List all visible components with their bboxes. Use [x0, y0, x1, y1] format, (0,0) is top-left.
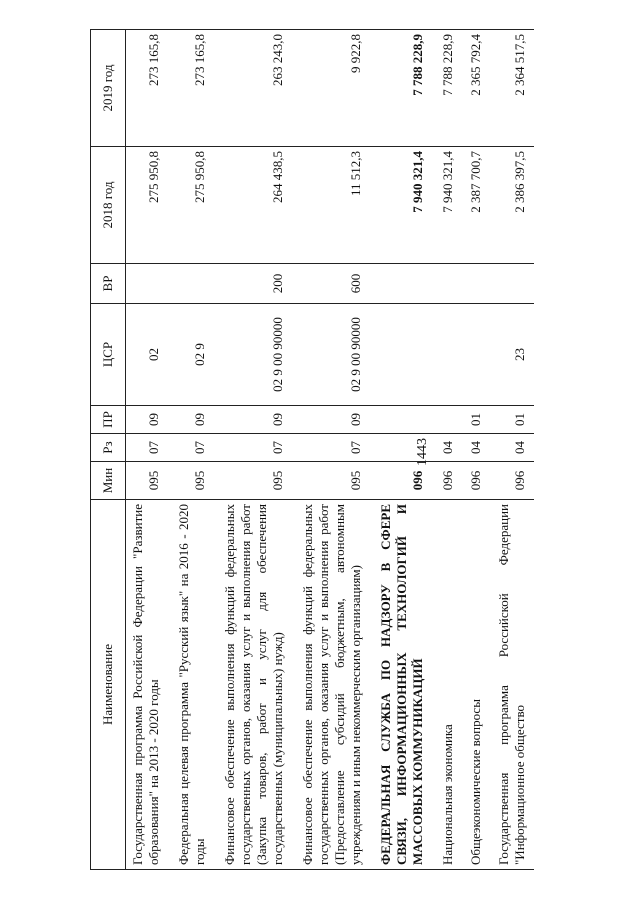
table-header-row	[91, 30, 126, 870]
cell-pr	[436, 406, 464, 434]
cell-y2018: 275 950,8	[172, 147, 218, 264]
header-2019: 2019 год	[91, 30, 126, 147]
table-row	[374, 30, 436, 870]
cell-rz: 04	[436, 434, 464, 462]
table-row	[218, 30, 296, 870]
cell-pr: 09	[172, 406, 218, 434]
cell-csr	[464, 304, 492, 406]
cell-y2018: 7 940 321,4	[436, 147, 464, 264]
cell-y2019: 273 165,8	[126, 30, 173, 147]
table-row	[492, 30, 534, 870]
cell-vr	[374, 264, 436, 304]
cell-csr	[436, 304, 464, 406]
cell-name: Национальная экономика	[436, 500, 464, 870]
cell-min: 095	[172, 462, 218, 500]
cell-vr: 200	[218, 264, 296, 304]
cell-min: 096	[492, 462, 534, 500]
cell-rz	[374, 434, 436, 462]
cell-pr	[374, 406, 436, 434]
header-csr: ЦСР	[91, 304, 126, 406]
cell-y2019: 9 922,8	[296, 30, 374, 147]
page-number: 1443	[415, 438, 430, 466]
cell-y2019: 2 364 517,5	[492, 30, 534, 147]
cell-y2019: 7 788 228,9	[436, 30, 464, 147]
cell-rz: 07	[218, 434, 296, 462]
cell-vr	[436, 264, 464, 304]
rotated-page	[90, 30, 600, 870]
cell-y2019: 273 165,8	[172, 30, 218, 147]
cell-vr	[172, 264, 218, 304]
cell-y2018: 275 950,8	[126, 147, 173, 264]
cell-y2019: 2 365 792,4	[464, 30, 492, 147]
header-2018: 2018 год	[91, 147, 126, 264]
cell-rz: 07	[296, 434, 374, 462]
cell-y2018: 2 387 700,7	[464, 147, 492, 264]
cell-name: Государственная программа Российской Федерации "Информационное общество	[492, 500, 534, 870]
cell-y2018: 2 386 397,5	[492, 147, 534, 264]
cell-vr	[492, 264, 534, 304]
cell-csr: 02 9	[172, 304, 218, 406]
cell-y2019: 7 788 228,9	[374, 30, 436, 147]
cell-min: 095	[126, 462, 173, 500]
cell-csr: 23	[492, 304, 534, 406]
cell-vr	[126, 264, 173, 304]
cell-pr: 09	[296, 406, 374, 434]
cell-name: Федеральная целевая программа "Русский язык" на 2016 - 2020 годы	[172, 500, 218, 870]
cell-y2019: 263 243,0	[218, 30, 296, 147]
cell-pr: 09	[126, 406, 173, 434]
header-vr: ВР	[91, 264, 126, 304]
header-pr: ПР	[91, 406, 126, 434]
cell-vr	[464, 264, 492, 304]
cell-y2018: 7 940 321,4	[374, 147, 436, 264]
cell-min: 096	[464, 462, 492, 500]
cell-min: 095	[296, 462, 374, 500]
table-row	[296, 30, 374, 870]
table-body	[126, 30, 535, 870]
table-row	[464, 30, 492, 870]
cell-y2018: 11 512,3	[296, 147, 374, 264]
cell-rz: 07	[126, 434, 173, 462]
header-rz: Рз	[91, 434, 126, 462]
cell-name: Общеэкономические вопросы	[464, 500, 492, 870]
cell-pr: 09	[218, 406, 296, 434]
cell-rz: 07	[172, 434, 218, 462]
cell-pr: 01	[492, 406, 534, 434]
header-name: Наименование	[91, 500, 126, 870]
cell-name: Финансовое обеспечение выполнения функций федеральных государственных органов, оказания услуг и выполнения работ (Предоставление субсидий бюджетным, автономным учреждениям и иным некоммерческим организациям)	[296, 500, 374, 870]
cell-name: Государственная программа Российской Федерации "Развитие образования" на 2013 - 2020 годы	[126, 500, 173, 870]
cell-vr: 600	[296, 264, 374, 304]
cell-name: ФЕДЕРАЛЬНАЯ СЛУЖБА ПО НАДЗОРУ В СФЕРЕ СВЯЗИ, ИНФОРМАЦИОННЫХ ТЕХНОЛОГИЙ И МАССОВЫХ КОММУНИКАЦИЙ	[374, 500, 436, 870]
cell-name: Финансовое обеспечение выполнения функций федеральных государственных органов, оказания услуг и выполнения работ (Закупка товаров, работ и услуг для обеспечения государственных (муниципальных) нужд)	[218, 500, 296, 870]
cell-csr: 02 9 00 90000	[296, 304, 374, 406]
table-row	[172, 30, 218, 870]
cell-csr: 02 9 00 90000	[218, 304, 296, 406]
cell-min: 096	[436, 462, 464, 500]
cell-y2018: 264 438,5	[218, 147, 296, 264]
table-row	[126, 30, 173, 870]
cell-rz: 04	[464, 434, 492, 462]
budget-table	[90, 29, 534, 870]
cell-csr	[374, 304, 436, 406]
table-row	[436, 30, 464, 870]
cell-pr: 01	[464, 406, 492, 434]
cell-rz: 04	[492, 434, 534, 462]
cell-csr: 02	[126, 304, 173, 406]
cell-min: 095	[218, 462, 296, 500]
cell-min: 096	[374, 462, 436, 500]
header-min: Мин	[91, 462, 126, 500]
